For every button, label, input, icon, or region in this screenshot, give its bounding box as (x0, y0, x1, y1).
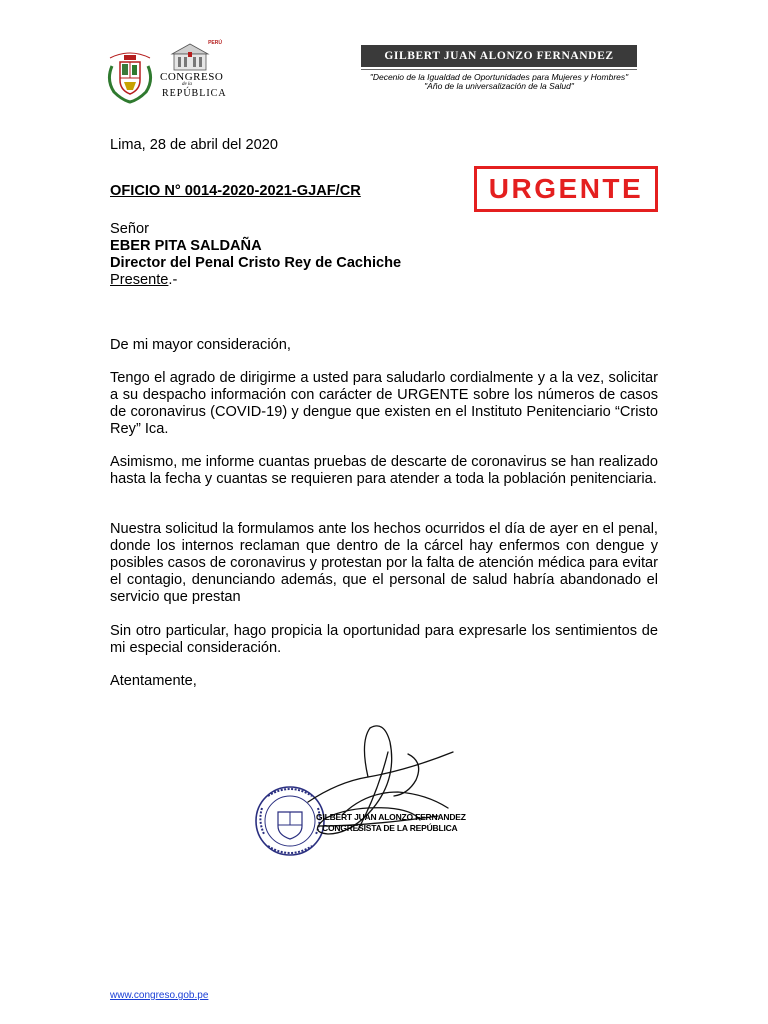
oficio-reference: OFICIO N° 0014-2020-2021-GJAF/CR (110, 183, 361, 199)
footer-website-link[interactable]: www.congreso.gob.pe (110, 990, 209, 1001)
logo-republica-word: REPÚBLICA (162, 88, 227, 99)
signatory-title: CONGRESISTA DE LA REPÚBLICA (322, 823, 458, 833)
paragraph-1: Tengo el agrado de dirigirme a usted para saludarlo cordialmente y a la vez, solicitar a su despacho información con carácter de URGENTE sobre los números de casos de coronavirus (COVID-19) y dengue que existen en el Instituto Penitenciario “Cristo Rey” Ica. (110, 370, 658, 437)
logo-congreso-word: CONGRESO (160, 71, 224, 83)
peru-coat-of-arms-icon (104, 46, 156, 104)
signature-and-seal (248, 722, 468, 872)
letter-date: Lima, 28 de abril del 2020 (110, 137, 278, 153)
congress-building-icon (170, 42, 210, 72)
paragraph-4: Sin otro particular, hago propicia la oportunidad para expresarle los sentimientos de mi especial consideración. (110, 623, 658, 656)
closing: Atentamente, (110, 673, 197, 689)
congreso-logo (158, 40, 227, 102)
presente-line (110, 272, 177, 289)
decade-slogan: "Decenio de la Igualdad de Oportunidades para Mujeres y Hombres" (369, 72, 629, 82)
presente-word: Presente (110, 272, 169, 288)
salutation: Señor (110, 221, 149, 237)
logo-de-la-word: de la (182, 82, 192, 87)
presente-suffix: .- (168, 272, 178, 288)
greeting: De mi mayor consideración, (110, 337, 291, 353)
urgente-stamp: URGENTE (474, 166, 658, 212)
paragraph-2: Asimismo, me informe cuantas pruebas de descarte de coronavirus se han realizado hasta la fecha y cuantas se requieren para atender a toda la población penitenciaria. (110, 454, 658, 487)
banner-divider (361, 69, 637, 70)
recipient-title: Director del Penal Cristo Rey de Cachiche (110, 255, 402, 271)
congress-seal-icon (256, 787, 324, 855)
signatory-name: GILBERT JUAN ALONZO FERNANDEZ (316, 812, 466, 822)
logo-peru-label: PERÚ (208, 40, 222, 46)
recipient-name: EBER PITA SALDAÑA (110, 238, 262, 254)
paragraph-3: Nuestra solicitud la formulamos ante los hechos ocurridos el día de ayer en el penal, donde los internos reclaman que dentro de la cárcel hay enfermos con dengue y posibles casos de coronavirus y protestan por la falta de atención médica para evitar el contagio, denunciando además, que el personal de salud habría abandonado el servicio que prestan (110, 521, 658, 605)
year-slogan: "Año de la universalización de la Salud" (424, 81, 574, 91)
congressman-name-banner: GILBERT JUAN ALONZO FERNANDEZ (361, 45, 637, 67)
